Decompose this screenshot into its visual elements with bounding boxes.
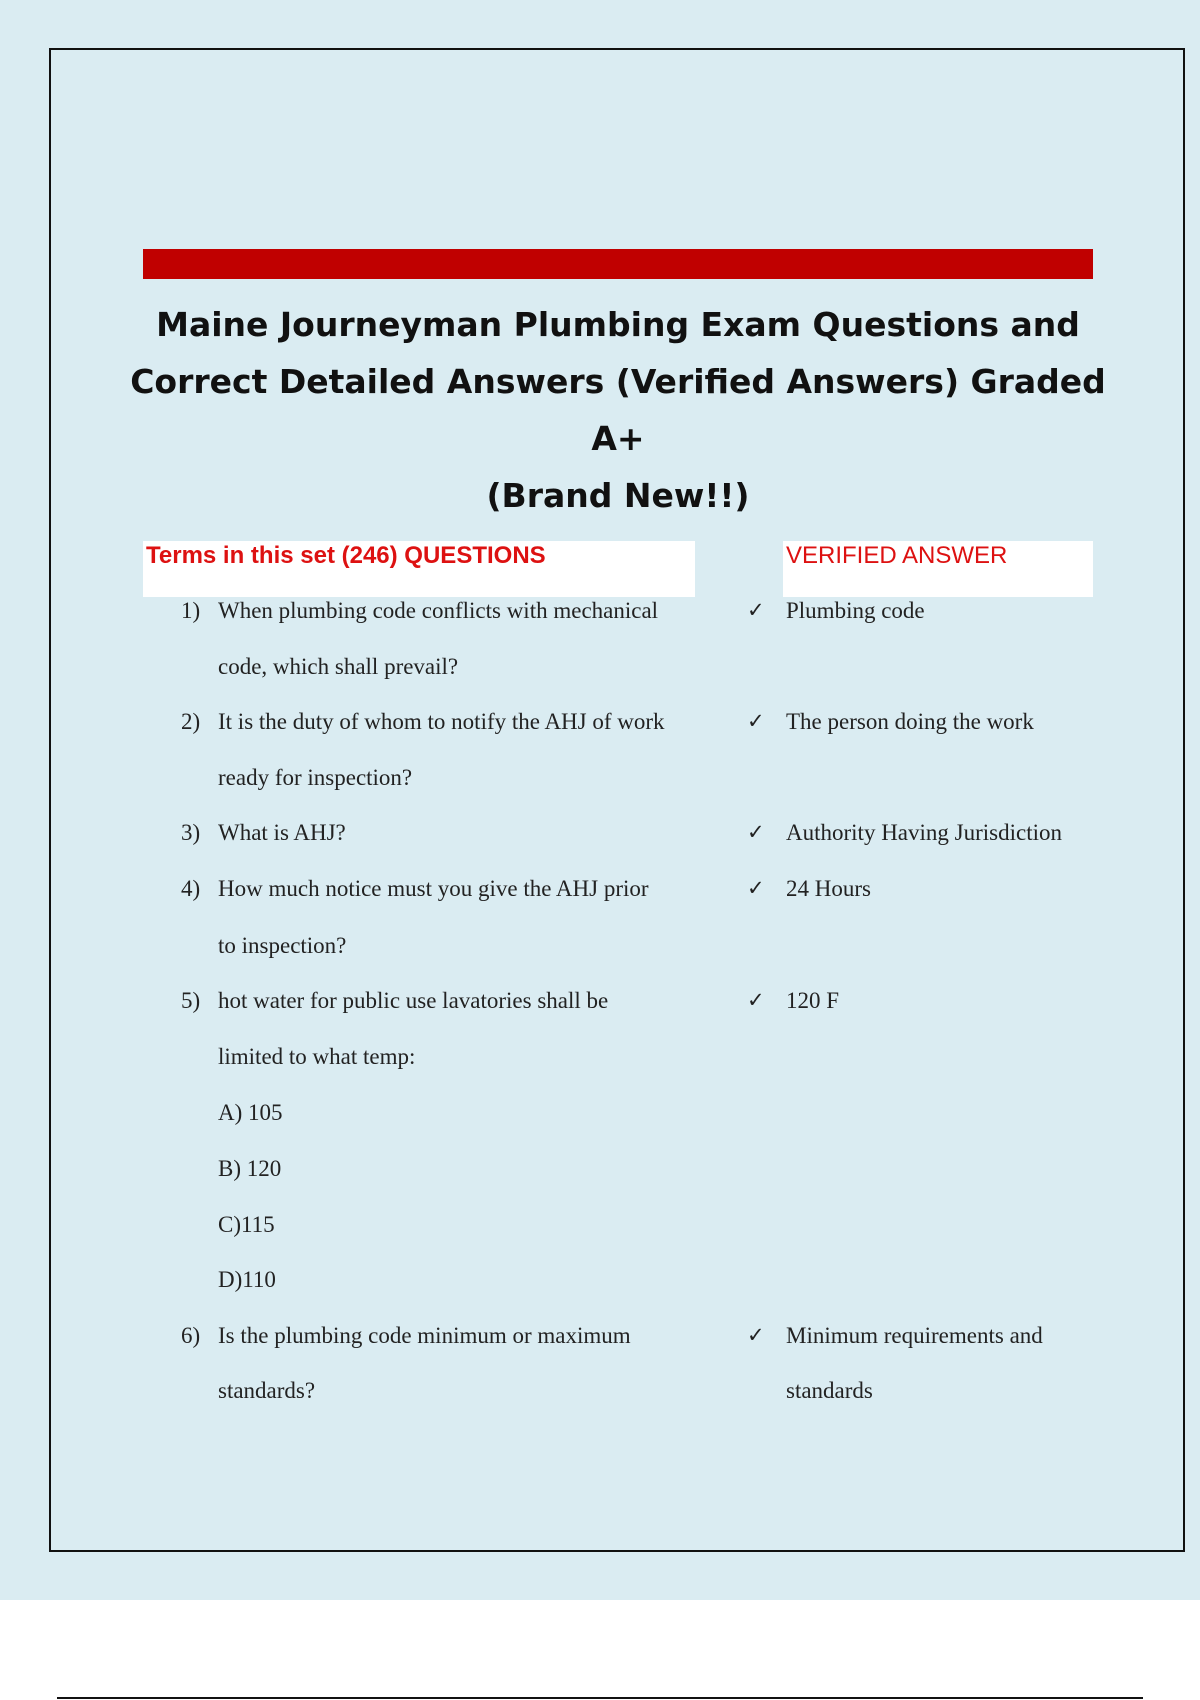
question-number: 5) <box>181 988 201 1013</box>
answer-text: Minimum requirements and <box>786 1323 1043 1348</box>
question-text: When plumbing code conflicts with mechanical <box>218 598 659 623</box>
answer-text: 24 Hours <box>786 876 871 901</box>
answer-text: The person doing the work <box>786 709 1034 734</box>
question-option: D)110 <box>218 1267 276 1292</box>
answer-text: 120 F <box>786 988 840 1013</box>
document-title <box>130 296 1106 524</box>
checkmark-icon: ✓ <box>747 1323 765 1347</box>
question-text: ready for inspection? <box>218 765 413 790</box>
question-text: Is the plumbing code minimum or maximum <box>218 1323 631 1348</box>
footer-rule <box>57 1697 1143 1699</box>
answers-header-box <box>783 541 1093 597</box>
checkmark-icon: ✓ <box>747 598 765 622</box>
questions-header: Terms in this set (246) QUESTIONS <box>146 542 546 569</box>
question-option: C)115 <box>218 1212 275 1237</box>
question-text: limited to what temp: <box>218 1044 416 1069</box>
question-text: code, which shall prevail? <box>218 654 459 679</box>
question-text: What is AHJ? <box>218 820 346 845</box>
question-text: to inspection? <box>218 933 347 958</box>
question-number: 6) <box>181 1323 201 1348</box>
question-text: standards? <box>218 1378 316 1403</box>
title-line: (Brand New!!) <box>486 476 750 515</box>
question-text: It is the duty of whom to notify the AHJ of work <box>218 709 665 734</box>
answer-text: Authority Having Jurisdiction <box>786 820 1062 845</box>
question-text: hot water for public use lavatories shall be <box>218 988 609 1013</box>
checkmark-icon: ✓ <box>747 820 765 844</box>
question-number: 4) <box>181 876 201 901</box>
checkmark-icon: ✓ <box>747 709 765 733</box>
question-number: 2) <box>181 709 201 734</box>
title-line: Maine Journeyman Plumbing Exam Questions and <box>156 305 1080 344</box>
question-text: How much notice must you give the AHJ prior <box>218 876 649 901</box>
title-line: Correct Detailed Answers (Verified Answers) Graded A+ <box>130 362 1106 458</box>
questions-header-box <box>143 541 695 597</box>
question-number: 1) <box>181 598 201 623</box>
title-accent-bar <box>143 249 1093 279</box>
checkmark-icon: ✓ <box>747 988 765 1012</box>
question-number: 3) <box>181 820 201 845</box>
answer-text: Plumbing code <box>786 598 925 623</box>
answers-header: VERIFIED ANSWER <box>786 542 1008 569</box>
question-option: B) 120 <box>218 1156 282 1181</box>
answer-text: standards <box>786 1378 873 1403</box>
question-option: A) 105 <box>218 1100 283 1125</box>
checkmark-icon: ✓ <box>747 876 765 900</box>
